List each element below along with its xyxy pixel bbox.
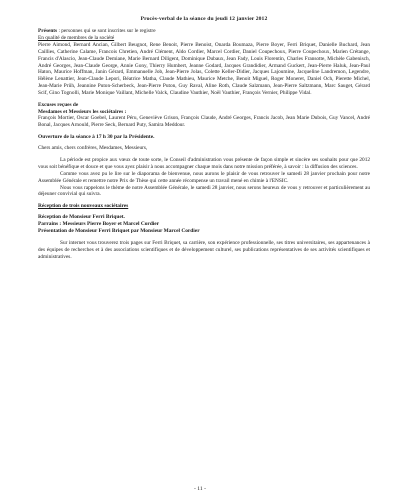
paragraph-2: Comme vous avez pu le lire sur le diaporama de bienvenue, nous aurons le plaisir de vous retrouver le samedi 28 janvier prochain pour notre Assemblée Générale et remettre notre Prix de Thèse qui cette année récompense un travail mené en chimie à l'ENSIC. <box>38 170 370 184</box>
presents-names: Pierre Aimond, Bernard Ancian, Gilbert Beugnot, Rene Benoit, Pierre Benoist, Onarda Boumaza, Pierre Boyer, Ferri Briquet, Danielle Buchard, Jean Caillies, Catherine Calame, Francois Chretien, André Clément, Aldo Cordier, Marcel Cordier, Daniel Coupechoux, Pierre Coupechoux, Marien Crétange, Francis d'Alascio, Jean-Claude Demiane, Marie Bernard Diligent, Dominique Dubaux, Jean Fady, Louis Florentin, Charles Fransotte, Michèle Gabenisch, André Georges, Jean-Claude George, Annie Gony, Thierry Humbert, Jeanne Godard, Jacques Grandidier, Armand Guckert, Jean-Pierre Haluk, Jean-Paul Haton, Maurice Hoffman, Janin Gérard, Emmanuelle Job, Jean-Pierre Jolas, Colette Keller-Didier, Jacques Lajoumine, Jacqueline Landremon, Legendre, Hélène Lenattier, Jean-Claude Lepori, Béatrice Matha, Claude Mathieu, Maurice Metche, Benoit Miguel, Roger Moneret, Daniel Och, Pierette Michel, Jean-Marie Priih, Jeannine Puton-Scherbeck, Jean-Pierre Puton, Guy Raval, Aline Roth, Claude Salzmann, Jean-Pierre Saltzmann, Marc Sauget, Gérard Scif, Gino Tognolli, Marie Monique Vaillant, Michelle Valck, Claudine Vauthier, Noël Vauthier, François Vernier, Philippe Vidal. <box>38 41 370 97</box>
ouverture-heading: Ouverture de la séance à 17 h 30 par la Présidente. <box>38 133 155 140</box>
paragraph-1: La période est propice aux vœux de toute sorte, le Conseil d'administration vous présente de façon simple et sincère ses souhaits pour que 2012 vous soit bénéfique et douce et que vous ayez plaisir à nous accompagner chaque mois dans notre mission préférée, à savoir : la diffusion des sciences. <box>38 156 370 170</box>
reception-line-3: Présentation de Monsieur Ferri Briquet par Monsieur Marcel Cordier <box>38 228 200 235</box>
reception-heading: Réception de trois nouveaux sociétaires <box>38 202 129 209</box>
presents-heading: Présents <box>38 28 58 34</box>
document-title: Procès-verbal de la séance du jeudi 12 janvier 2012 <box>140 16 268 22</box>
excuses-names: François Mortier, Oscar Goebel, Laurent Péru, Geneviève Grison, François Claude, André Georges, Francis Jacob, Jean Marie Dubois, Guy Vancel, André Bonal, Jacques Arnould, Pierre Seck, Bernard Puty, Samira Meddour. <box>38 115 370 129</box>
presents-heading-line <box>38 28 370 35</box>
excuses-heading: Excuses reçues de <box>38 101 79 108</box>
page-number: - 11 - <box>194 486 206 492</box>
greeting: Chers amis, chers confrères, Mesdames, Messieurs, <box>38 145 148 152</box>
excuses-subheading: Mesdames et Messieurs les sociétaires : <box>38 108 127 115</box>
reception-line-2: Parrains : Messieurs Pierre Boyer et Marcel Cordier <box>38 221 160 228</box>
paragraph-3: Nous vous rappelons le thème de notre Assemblée Générale, le samedi 28 janvier, nous serons heureux de vous y retrouver et particulièrement au déjeuner convivial qui suivra. <box>38 184 370 198</box>
paragraph-4: Sur internet vous trouverez trois pages sur Ferri Briquet, sa carrière, son expérience professionnelle, ses titres universitaires, ses appartenances à des équipes de recherches et à des associations scientifiques et de développement culturel, ses publications représentatives de ses activités scientifiques et administratives. <box>38 239 370 260</box>
presents-subheading: En qualité de membres de la société <box>38 34 115 41</box>
reception-line-1: Réception de Monsieur Ferri Briquet. <box>38 214 125 221</box>
presents-heading-rest: : personnes qui se sont inscrites sur le registre <box>58 28 156 34</box>
